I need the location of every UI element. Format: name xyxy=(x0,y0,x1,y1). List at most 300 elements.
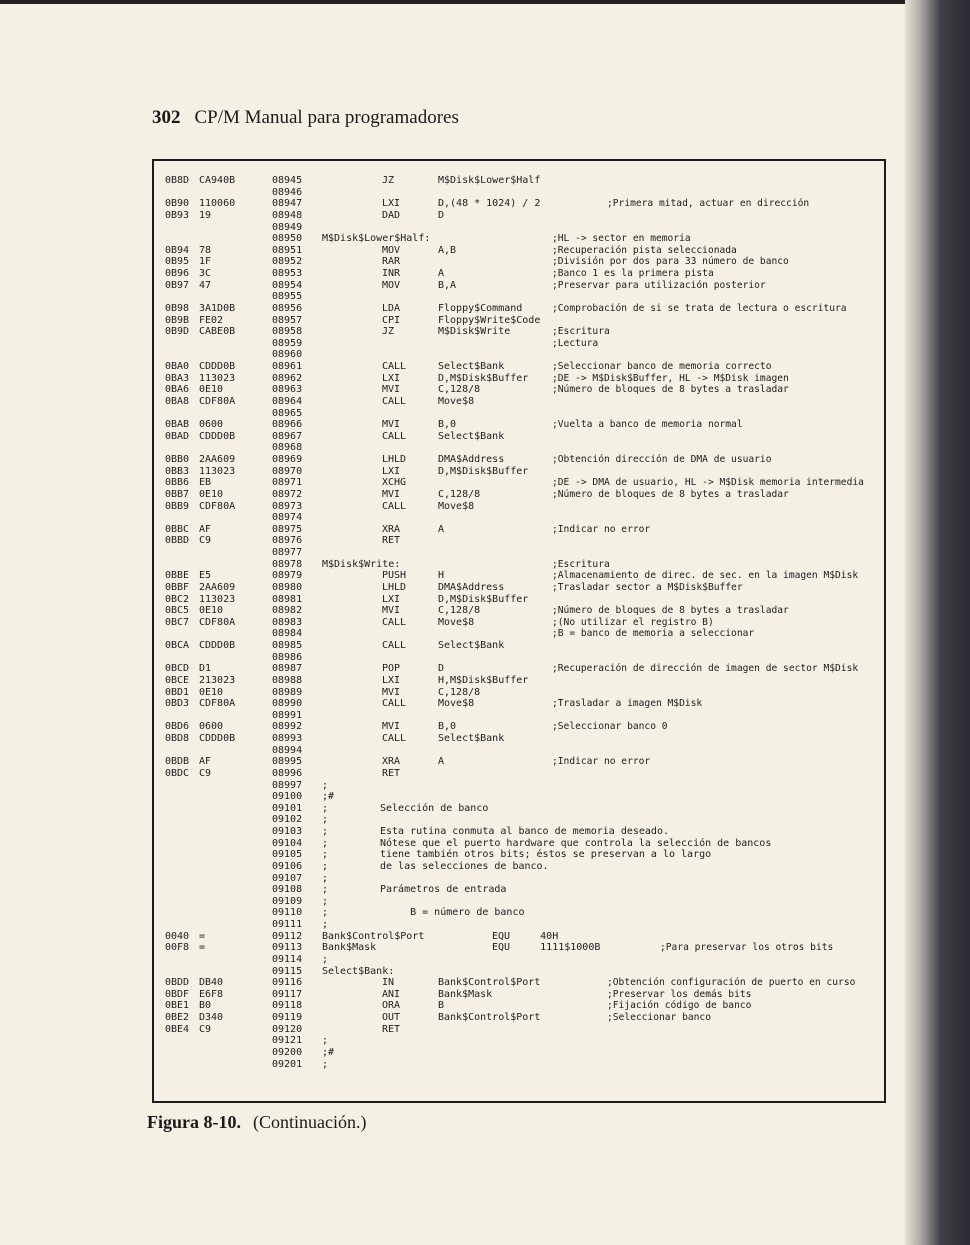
listing-line-number: 08968 xyxy=(272,442,303,454)
listing-line-number: 08980 xyxy=(272,581,303,593)
listing-comment: ;Obtención dirección de DMA de usuario xyxy=(552,454,772,465)
listing-operand: DMA$Address xyxy=(438,454,505,465)
listing-operand: EQU 40H xyxy=(492,930,559,942)
listing-object-code: 0E10 xyxy=(199,686,224,698)
listing-object-code: 213023 xyxy=(199,674,236,686)
listing-opcode: RET xyxy=(382,1023,401,1035)
listing-line xyxy=(162,442,882,454)
listing-object-code: E5 xyxy=(199,570,212,582)
listing-opcode: CALL xyxy=(382,733,407,744)
listing-line-number: 09108 xyxy=(272,884,303,896)
listing-line xyxy=(162,454,882,466)
listing-object-code: 113023 xyxy=(199,593,236,605)
listing-line xyxy=(162,687,882,699)
listing-line-number: 09109 xyxy=(272,895,303,907)
listing-line-number: 08979 xyxy=(272,570,303,582)
listing-line-number: 09101 xyxy=(272,802,303,814)
listing-line xyxy=(162,547,882,559)
listing-line xyxy=(162,512,882,524)
listing-line-number: 09110 xyxy=(272,907,303,919)
listing-object-code: AF xyxy=(199,756,212,768)
listing-line xyxy=(162,419,882,431)
listing-line xyxy=(162,233,882,245)
listing-object-code: CDF80A xyxy=(199,500,236,512)
listing-line-number: 08966 xyxy=(272,419,303,431)
listing-opcode: LXI xyxy=(382,465,401,477)
listing-address: 0BCD xyxy=(165,663,190,675)
listing-line-number: 08969 xyxy=(272,454,303,465)
listing-line xyxy=(162,803,882,815)
listing-operand: C,128/8 xyxy=(438,686,481,698)
listing-line-number: 09112 xyxy=(272,930,303,942)
listing-address: 0BA3 xyxy=(165,372,190,384)
listing-operand: B = número de banco xyxy=(380,907,525,919)
listing-label: ; xyxy=(322,919,329,930)
listing-object-code: CA940B xyxy=(199,175,236,186)
listing-comment: ;Escritura xyxy=(552,326,610,338)
listing-object-code: FE02 xyxy=(199,314,224,326)
listing-address: 0BDF xyxy=(165,988,190,1000)
listing-line-number: 08984 xyxy=(272,628,303,640)
listing-line-number: 09200 xyxy=(272,1046,303,1058)
listing-comment: ;Número de bloques de 8 bytes a trasladar xyxy=(552,384,789,396)
listing-opcode: MVI xyxy=(382,721,401,733)
listing-object-code: 0600 xyxy=(199,721,224,733)
listing-comment: ;Banco 1 es la primera pista xyxy=(552,268,714,279)
listing-line xyxy=(162,1000,882,1012)
listing-label: M$Disk$Lower$Half: xyxy=(322,233,431,245)
listing-line xyxy=(162,210,882,222)
listing-object-code: AF xyxy=(199,523,212,535)
listing-line-number: 08964 xyxy=(272,395,303,407)
listing-line-number: 08988 xyxy=(272,674,303,686)
listing-comment: ;Preservar para utilización posterior xyxy=(552,279,766,291)
listing-line xyxy=(162,187,882,199)
listing-opcode: RAR xyxy=(382,256,401,268)
listing-comment: ;Recuperación pista seleccionada xyxy=(552,244,737,256)
listing-line-number: 08962 xyxy=(272,372,303,384)
listing-opcode: LHLD xyxy=(382,454,407,465)
listing-address: 0B9D xyxy=(165,326,190,338)
listing-address: 0BBD xyxy=(165,535,190,547)
listing-line-number: 08951 xyxy=(272,244,303,256)
listing-line xyxy=(162,431,882,443)
listing-object-code: = xyxy=(199,930,206,942)
listing-address: 0BC5 xyxy=(165,605,190,617)
listing-address: 0BC2 xyxy=(165,593,190,605)
listing-line-number: 09114 xyxy=(272,953,303,965)
listing-line xyxy=(162,942,882,954)
listing-line-number: 08976 xyxy=(272,535,303,547)
listing-line-number: 09113 xyxy=(272,942,303,954)
listing-line-number: 09201 xyxy=(272,1058,303,1070)
listing-line xyxy=(162,559,882,571)
listing-line xyxy=(162,780,882,792)
listing-line-number: 08956 xyxy=(272,302,303,314)
listing-line xyxy=(162,663,882,675)
listing-opcode: MOV xyxy=(382,279,401,291)
listing-comment: ;Obtención configuración de puerto en curso xyxy=(607,977,856,989)
listing-comment: ;Trasladar sector a M$Disk$Buffer xyxy=(552,581,743,593)
listing-line xyxy=(162,617,882,629)
listing-operand: A xyxy=(438,756,445,768)
listing-operand: B,0 xyxy=(438,419,457,431)
listing-object-code: 19 xyxy=(199,209,212,221)
listing-address: 0BE4 xyxy=(165,1023,190,1035)
listing-address: 0B93 xyxy=(165,209,190,221)
listing-comment: ;Comprobación de si se trata de lectura o escritura xyxy=(552,302,847,314)
listing-operand: C,128/8 xyxy=(438,488,481,500)
listing-line xyxy=(162,745,882,757)
listing-opcode: OUT xyxy=(382,1012,401,1023)
listing-address: 0040 xyxy=(165,930,190,942)
listing-object-code: = xyxy=(199,942,206,954)
listing-line-number: 08974 xyxy=(272,512,303,524)
listing-line xyxy=(162,756,882,768)
listing-line-number: 08957 xyxy=(272,314,303,326)
listing-label: ; xyxy=(322,814,329,826)
listing-line xyxy=(162,849,882,861)
listing-operand: Move$8 xyxy=(438,616,475,628)
listing-object-code: 0600 xyxy=(199,419,224,431)
listing-line xyxy=(162,396,882,408)
listing-address: 0BCA xyxy=(165,640,190,651)
listing-opcode: RET xyxy=(382,767,401,779)
listing-line xyxy=(162,594,882,606)
listing-opcode: IN xyxy=(382,977,395,989)
listing-operand: M$Disk$Lower$Half xyxy=(438,175,541,186)
listing-object-code: CDDD0B xyxy=(199,430,236,442)
listing-operand: A xyxy=(438,523,445,535)
listing-object-code: 78 xyxy=(199,244,212,256)
listing-line xyxy=(162,582,882,594)
listing-line xyxy=(162,1047,882,1059)
listing-operand: H,M$Disk$Buffer xyxy=(438,674,529,686)
listing-opcode: CALL xyxy=(382,640,407,651)
listing-comment: ;Recuperación de dirección de imagen de sector M$Disk xyxy=(552,663,859,675)
listing-line-number: 08994 xyxy=(272,744,303,756)
listing-comment: ;Indicar no error xyxy=(552,523,651,535)
listing-line-number: 09105 xyxy=(272,849,303,861)
listing-object-code: CDDD0B xyxy=(199,640,236,651)
listing-line xyxy=(162,291,882,303)
listing-line-number: 08997 xyxy=(272,779,303,791)
listing-line xyxy=(162,1012,882,1024)
running-title: CP/M Manual para programadores xyxy=(194,107,459,128)
listing-comment: ;DE -> DMA de usuario, HL -> M$Disk memoria intermedia xyxy=(552,477,864,489)
listing-line-number: 08961 xyxy=(272,361,303,372)
listing-line xyxy=(162,268,882,280)
listing-comment: ;Preservar los demás bits xyxy=(607,988,752,1000)
listing-line-number: 09104 xyxy=(272,837,303,849)
listing-comment: ;Seleccionar banco de memoria correcto xyxy=(552,361,772,372)
listing-opcode: MOV xyxy=(382,244,401,256)
listing-line xyxy=(162,907,882,919)
listing-label: ;# xyxy=(322,1046,335,1058)
listing-line xyxy=(162,966,882,978)
listing-operand: D xyxy=(438,209,445,221)
listing-line xyxy=(162,570,882,582)
listing-address: 0BB6 xyxy=(165,477,190,489)
listing-object-code: 110060 xyxy=(199,198,236,210)
listing-line xyxy=(162,315,882,327)
listing-line-number: 08985 xyxy=(272,640,303,651)
listing-line-number: 08946 xyxy=(272,186,303,198)
listing-opcode: LDA xyxy=(382,302,401,314)
listing-line xyxy=(162,349,882,361)
listing-line xyxy=(162,245,882,257)
listing-address: 0BB3 xyxy=(165,465,190,477)
listing-opcode: MVI xyxy=(382,488,401,500)
listing-comment: ;Escritura xyxy=(552,558,610,570)
listing-line xyxy=(162,605,882,617)
listing-object-code: 0E10 xyxy=(199,384,224,396)
listing-line xyxy=(162,408,882,420)
listing-operand: M$Disk$Write xyxy=(438,326,511,338)
listing-comment: ;Lectura xyxy=(552,337,599,349)
listing-comment: ;Número de bloques de 8 bytes a trasladar xyxy=(552,605,789,617)
listing-operand: D,M$Disk$Buffer xyxy=(438,372,529,384)
listing-line xyxy=(162,814,882,826)
listing-address: 0BE1 xyxy=(165,1000,190,1012)
listing-line-number: 08987 xyxy=(272,663,303,675)
listing-line-number: 08986 xyxy=(272,651,303,663)
listing-object-code: 3C xyxy=(199,268,212,279)
listing-label: M$Disk$Write: xyxy=(322,558,401,570)
listing-opcode: PUSH xyxy=(382,570,407,582)
listing-address: 0B97 xyxy=(165,279,190,291)
listing-opcode: INR xyxy=(382,268,401,279)
listing-operand: de las selecciones de banco. xyxy=(380,860,549,872)
listing-line xyxy=(162,733,882,745)
listing-object-code: D1 xyxy=(199,663,212,675)
listing-address: 0BA0 xyxy=(165,361,190,372)
listing-line-number: 08995 xyxy=(272,756,303,768)
listing-opcode: MVI xyxy=(382,419,401,431)
listing-line xyxy=(162,826,882,838)
listing-line xyxy=(162,489,882,501)
listing-line xyxy=(162,838,882,850)
listing-address: 0BBE xyxy=(165,570,190,582)
listing-line xyxy=(162,222,882,234)
listing-line-number: 08992 xyxy=(272,721,303,733)
listing-line xyxy=(162,710,882,722)
listing-comment: ;Seleccionar banco 0 xyxy=(552,721,668,733)
page-number: 302 xyxy=(152,107,181,128)
listing-line xyxy=(162,640,882,652)
listing-object-code: C9 xyxy=(199,535,212,547)
listing-line-number: 08996 xyxy=(272,767,303,779)
listing-address: 0B8D xyxy=(165,175,190,186)
listing-object-code: CDF80A xyxy=(199,698,236,710)
listing-line xyxy=(162,675,882,687)
listing-label: Bank$Mask xyxy=(322,942,377,954)
listing-object-code: 2AA609 xyxy=(199,581,236,593)
listing-operand: Select$Bank xyxy=(438,733,505,744)
listing-line-number: 08952 xyxy=(272,256,303,268)
listing-label: ; xyxy=(322,779,329,791)
listing-line xyxy=(162,280,882,292)
listing-line-number: 08989 xyxy=(272,686,303,698)
listing-label: Select$Bank: xyxy=(322,965,395,977)
listing-opcode: JZ xyxy=(382,326,395,338)
listing-opcode: XRA xyxy=(382,523,401,535)
listing-opcode: ORA xyxy=(382,1000,401,1012)
listing-opcode: LXI xyxy=(382,372,401,384)
listing-address: 0BBC xyxy=(165,523,190,535)
listing-line-number: 08947 xyxy=(272,198,303,210)
listing-line-number: 08981 xyxy=(272,593,303,605)
listing-line-number: 08975 xyxy=(272,523,303,535)
listing-operand: DMA$Address xyxy=(438,581,505,593)
listing-line-number: 08948 xyxy=(272,209,303,221)
listing-opcode: LXI xyxy=(382,593,401,605)
listing-address: 0BD6 xyxy=(165,721,190,733)
listing-operand: Nótese que el puerto hardware que controla la selección de bancos xyxy=(380,837,772,849)
listing-object-code: 113023 xyxy=(199,372,236,384)
listing-address: 0BDD xyxy=(165,977,190,989)
listing-operand: B,A xyxy=(438,279,457,291)
listing-address: 0BD8 xyxy=(165,733,190,744)
listing-address: 0B96 xyxy=(165,268,190,279)
listing-comment: ;Primera mitad, actuar en dirección xyxy=(607,198,810,210)
listing-address: 0BDC xyxy=(165,767,190,779)
listing-opcode: CALL xyxy=(382,430,407,442)
listing-operand: Selección de banco xyxy=(380,802,489,814)
listing-address: 0BB0 xyxy=(165,454,190,465)
listing-operand: C,128/8 xyxy=(438,605,481,617)
listing-operand: Bank$Control$Port xyxy=(438,977,541,989)
listing-line xyxy=(162,1059,882,1071)
listing-line xyxy=(162,384,882,396)
listing-address: 0BB7 xyxy=(165,488,190,500)
listing-address: 0BB9 xyxy=(165,500,190,512)
listing-line xyxy=(162,896,882,908)
figure-caption xyxy=(147,1112,366,1133)
listing-operand: D,(48 * 1024) / 2 xyxy=(438,198,541,210)
listing-comment: ;Indicar no error xyxy=(552,756,651,768)
listing-line xyxy=(162,326,882,338)
listing-opcode: DAD xyxy=(382,209,401,221)
assembly-listing xyxy=(162,175,882,1070)
listing-line-number: 08972 xyxy=(272,488,303,500)
listing-comment: ;Vuelta a banco de memoria normal xyxy=(552,419,743,431)
listing-object-code: CABE0B xyxy=(199,326,236,338)
listing-operand: Esta rutina conmuta al banco de memoria deseado. xyxy=(380,826,669,837)
listing-comment: ;Fijación código de banco xyxy=(607,1000,752,1012)
listing-line-number: 08978 xyxy=(272,558,303,570)
listing-label: ; xyxy=(322,1058,329,1070)
listing-operand: Select$Bank xyxy=(438,640,505,651)
listing-object-code: 47 xyxy=(199,279,212,291)
listing-object-code: 0E10 xyxy=(199,605,224,617)
listing-address: 0BA6 xyxy=(165,384,190,396)
listing-line-number: 08959 xyxy=(272,337,303,349)
listing-opcode: LXI xyxy=(382,674,401,686)
listing-operand: Move$8 xyxy=(438,395,475,407)
listing-label: ; xyxy=(322,1035,329,1047)
listing-line-number: 08955 xyxy=(272,291,303,303)
listing-opcode: CPI xyxy=(382,314,401,326)
listing-line xyxy=(162,501,882,513)
listing-object-code: E6F8 xyxy=(199,988,224,1000)
listing-line-number: 09118 xyxy=(272,1000,303,1012)
listing-opcode: CALL xyxy=(382,395,407,407)
listing-operand: tiene también otros bits; éstos se preservan a lo largo xyxy=(380,849,712,861)
listing-line-number: 08990 xyxy=(272,698,303,710)
listing-line xyxy=(162,524,882,536)
listing-label: ; xyxy=(322,953,329,965)
listing-operand: B,0 xyxy=(438,721,457,733)
listing-object-code: CDDD0B xyxy=(199,361,236,372)
listing-line xyxy=(162,535,882,547)
listing-line xyxy=(162,768,882,780)
listing-line xyxy=(162,338,882,350)
listing-operand: C,128/8 xyxy=(438,384,481,396)
listing-opcode: XRA xyxy=(382,756,401,768)
listing-opcode: POP xyxy=(382,663,401,675)
listing-address: 0B9B xyxy=(165,314,190,326)
listing-line xyxy=(162,791,882,803)
listing-operand: Bank$Control$Port xyxy=(438,1012,541,1023)
listing-line-number: 09107 xyxy=(272,872,303,884)
listing-line xyxy=(162,477,882,489)
listing-line xyxy=(162,256,882,268)
listing-line-number: 09111 xyxy=(272,919,303,930)
book-spine-edge xyxy=(905,0,970,1245)
listing-line-number: 08977 xyxy=(272,547,303,558)
listing-line xyxy=(162,198,882,210)
listing-line-number: 08960 xyxy=(272,349,303,361)
listing-line xyxy=(162,931,882,943)
listing-line-number: 08993 xyxy=(272,733,303,744)
listing-operand: Bank$Mask xyxy=(438,988,493,1000)
listing-object-code: D340 xyxy=(199,1012,224,1023)
listing-label: ; xyxy=(322,826,329,837)
listing-opcode: CALL xyxy=(382,500,407,512)
listing-address: 0BAD xyxy=(165,430,190,442)
listing-opcode: XCHG xyxy=(382,477,407,489)
listing-line-number: 08982 xyxy=(272,605,303,617)
listing-operand: Move$8 xyxy=(438,698,475,710)
listing-line xyxy=(162,361,882,373)
listing-object-code: 2AA609 xyxy=(199,454,236,465)
listing-address: 0BDB xyxy=(165,756,190,768)
listing-object-code: C9 xyxy=(199,767,212,779)
listing-address: 0BA8 xyxy=(165,395,190,407)
listing-opcode: LHLD xyxy=(382,581,407,593)
listing-operand: Parámetros de entrada xyxy=(380,884,507,896)
listing-object-code: DB40 xyxy=(199,977,224,989)
listing-label: ; xyxy=(322,837,329,849)
listing-address: 0BCE xyxy=(165,674,190,686)
listing-address: 0B98 xyxy=(165,302,190,314)
listing-object-code: 3A1D0B xyxy=(199,302,236,314)
listing-address: 0BC7 xyxy=(165,616,190,628)
listing-operand: Floppy$Command xyxy=(438,302,523,314)
listing-object-code: 113023 xyxy=(199,465,236,477)
listing-object-code: EB xyxy=(199,477,212,489)
listing-label: ; xyxy=(322,872,329,884)
listing-opcode: MVI xyxy=(382,384,401,396)
listing-opcode: RET xyxy=(382,535,401,547)
listing-line-number: 09116 xyxy=(272,977,303,989)
listing-comment: ;Almacenamiento de direc. de sec. en la imagen M$Disk xyxy=(552,570,859,582)
listing-line-number: 09121 xyxy=(272,1035,303,1047)
listing-operand: A xyxy=(438,268,445,279)
listing-object-code: 1F xyxy=(199,256,212,268)
listing-comment: ;HL -> sector en memoria xyxy=(552,233,691,245)
